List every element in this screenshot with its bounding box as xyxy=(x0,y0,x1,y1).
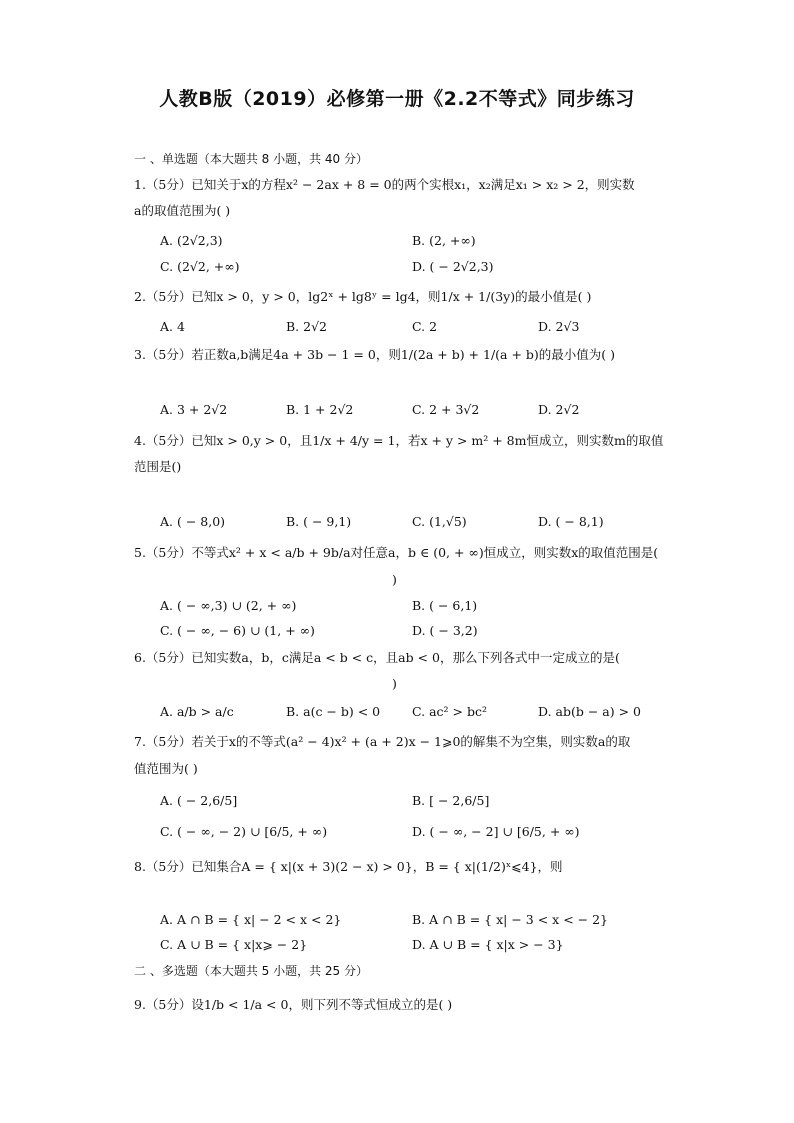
question-1-option-c: C. (2√2, +∞) xyxy=(160,259,240,274)
question-3-option-c: C. 2 + 3√2 xyxy=(412,402,480,417)
question-7-option-c: C. ( − ∞, − 2) ∪ [6/5, + ∞) xyxy=(160,824,328,839)
question-2-option-b: B. 2√2 xyxy=(286,319,328,334)
question-4-option-a: A. ( − 8,0) xyxy=(160,514,226,529)
section-heading-multiple-choice: 二 、多选题（本大题共 5 小题，共 25 分） xyxy=(134,964,368,978)
question-5-closing-paren: ) xyxy=(392,572,397,587)
question-4-text-cont: 范围是() xyxy=(134,459,182,474)
question-8-option-c: C. A ∪ B = { x|x⩾ − 2} xyxy=(160,937,308,952)
question-3-option-a: A. 3 + 2√2 xyxy=(160,402,228,417)
question-2-option-a: A. 4 xyxy=(160,319,185,334)
question-8-text: 8.（5分）已知集合A = { x|(x + 3)(2 − x) > 0}，B = { x|(1/2)ˣ⩽4}，则 xyxy=(134,859,563,874)
question-8-option-d: D. A ∪ B = { x|x > − 3} xyxy=(412,937,564,952)
question-4-option-c: C. (1,√5) xyxy=(412,514,467,529)
question-6-option-a: A. a/b > a/c xyxy=(160,704,234,719)
question-8-option-a: A. A ∩ B = { x| − 2 < x < 2} xyxy=(160,912,342,927)
question-1-option-b: B. (2, +∞) xyxy=(412,233,476,248)
document-title: 人教B版（2019）必修第一册《2.2不等式》同步练习 xyxy=(159,88,635,110)
question-6-option-c: C. ac² > bc² xyxy=(412,704,487,719)
question-1-text: 1.（5分）已知关于x的方程x² − 2ax + 8 = 0的两个实根x₁，x₂满足x₁ > x₂ > 2，则实数 xyxy=(134,177,635,192)
question-3-option-d: D. 2√2 xyxy=(538,402,580,417)
question-4-text: 4.（5分）已知x > 0,y > 0，且1/x + 4/y = 1，若x + y > m² + 8m恒成立，则实数m的取值 xyxy=(134,433,664,448)
question-6-text: 6.（5分）已知实数a，b，c满足a < b < c，且ab < 0，那么下列各式中一定成立的是( xyxy=(134,650,620,665)
question-5-option-d: D. ( − 3,2) xyxy=(412,623,478,638)
section-heading-single-choice: 一 、单选题（本大题共 8 小题，共 40 分） xyxy=(134,152,368,166)
question-5-option-b: B. ( − 6,1) xyxy=(412,598,478,613)
question-5-option-a: A. ( − ∞,3) ∪ (2, + ∞) xyxy=(160,598,297,613)
question-2-option-c: C. 2 xyxy=(412,319,438,334)
question-5-option-c: C. ( − ∞, − 6) ∪ (1, + ∞) xyxy=(160,623,315,638)
question-6-option-d: D. ab(b − a) > 0 xyxy=(538,704,641,719)
question-6-closing-paren: ) xyxy=(392,676,397,691)
question-9-text: 9.（5分）设1/b < 1/a < 0，则下列不等式恒成立的是( ) xyxy=(134,997,453,1012)
question-4-option-b: B. ( − 9,1) xyxy=(286,514,352,529)
question-1-option-d: D. ( − 2√2,3) xyxy=(412,259,494,274)
question-2-option-d: D. 2√3 xyxy=(538,319,580,334)
question-1-option-a: A. (2√2,3) xyxy=(160,233,223,248)
question-3-text: 3.（5分）若正数a,b满足4a + 3b − 1 = 0，则1/(2a + b) + 1/(a + b)的最小值为( ) xyxy=(134,347,616,362)
question-8-option-b: B. A ∩ B = { x| − 3 < x < − 2} xyxy=(412,912,608,927)
question-4-option-d: D. ( − 8,1) xyxy=(538,514,604,529)
question-6-option-b: B. a(c − b) < 0 xyxy=(286,704,381,719)
question-7-option-a: A. ( − 2,6/5] xyxy=(160,793,238,808)
question-7-text-cont: 值范围为( ) xyxy=(134,761,198,776)
question-7-option-d: D. ( − ∞, − 2] ∪ [6/5, + ∞) xyxy=(412,824,580,839)
question-7-option-b: B. [ − 2,6/5] xyxy=(412,793,490,808)
question-7-text: 7.（5分）若关于x的不等式(a² − 4)x² + (a + 2)x − 1⩾0的解集不为空集，则实数a的取 xyxy=(134,734,631,749)
question-5-text: 5.（5分）不等式x² + x < a/b + 9b/a对任意a，b ∈ (0, + ∞)恒成立，则实数x的取值范围是( xyxy=(134,545,659,560)
question-1-text-cont: a的取值范围为( ) xyxy=(134,203,231,218)
question-2-text: 2.（5分）已知x > 0，y > 0，lg2ˣ + lg8ʸ = lg4，则1/x + 1/(3y)的最小值是( ) xyxy=(134,289,592,304)
question-3-option-b: B. 1 + 2√2 xyxy=(286,402,354,417)
